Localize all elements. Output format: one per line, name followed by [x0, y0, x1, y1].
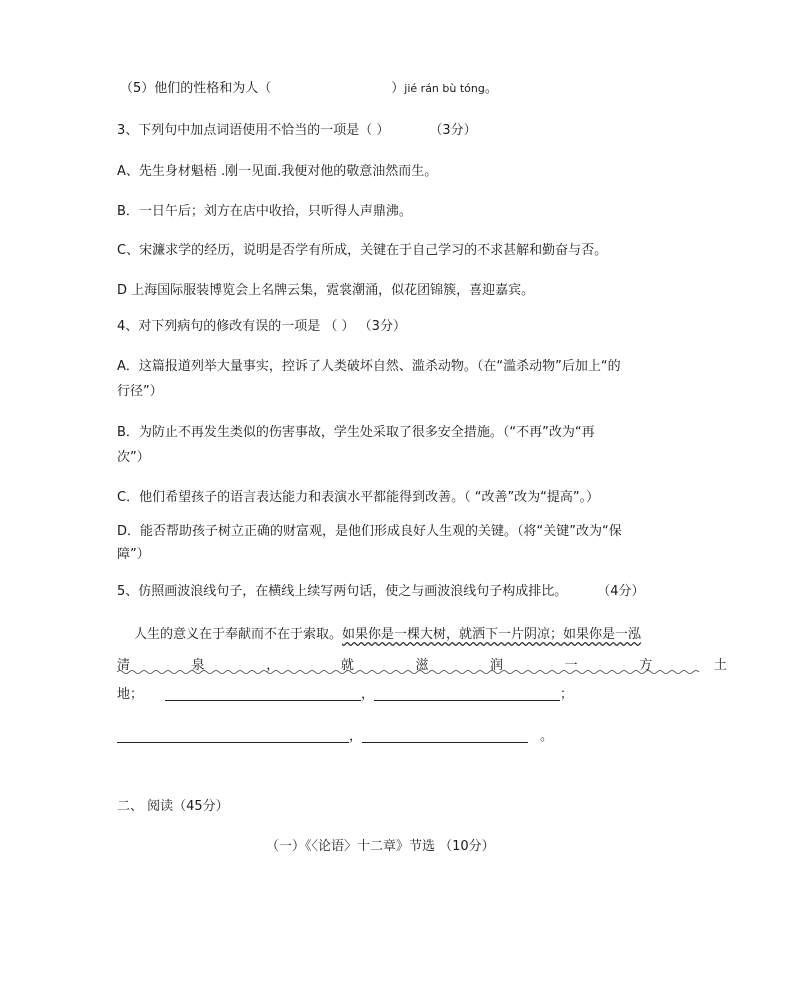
answer-blank-2[interactable] [374, 686, 560, 701]
q4-option-d-l2: 障”） [117, 547, 150, 562]
q3-option-c: C、宋濂求学的经历，说明是否学有所成，关键在于自己学习的不求甚解和勤奋与否。 [117, 243, 608, 258]
q5-score: （4分） [597, 584, 645, 599]
wavy-char: 泉 [191, 658, 205, 673]
q4-option-a-l2: 行径”） [117, 384, 163, 399]
q5-stem-text: 5、仿照画波浪线句子，在横线上续写两句话，使之与画波浪线句子构成排比。 [117, 584, 568, 599]
q2-item-5-text: （5）他们的性格和为人（ [120, 81, 272, 96]
q2-item-5 [120, 80, 498, 98]
q5-paragraph-line4 [117, 728, 553, 746]
wavy-char: 就 [340, 658, 354, 673]
q5-stem [117, 583, 645, 601]
q3-score: （3分） [429, 123, 477, 138]
q5-semicolon: ； [560, 687, 574, 702]
wavy-char: 土 [713, 658, 727, 673]
answer-blank-3[interactable] [117, 728, 349, 743]
q5-paragraph-line1 [134, 626, 641, 644]
q2-item-5-end: 。 [484, 81, 498, 96]
pinyin-hint: jié rán bù tóng [404, 82, 485, 95]
q4-stem: 4、对下列病句的修改有误的一项是 （ ） （3分） [117, 319, 406, 334]
q5-para-start: 人生的意义在于奉献而不在于索取。 [134, 627, 343, 642]
q4-option-d-l1: D．能否帮助孩子树立正确的财富观，是他们形成良好人生观的关键。（将“关键”改为“保 [117, 524, 622, 539]
q5-line3-start: 地； [117, 687, 144, 702]
q4-option-b-l1: B．为防止不再发生类似的伤害事故，学生处采取了很多安全措施。（“不再”改为“再 [117, 425, 595, 440]
answer-blank-1[interactable] [165, 686, 361, 701]
q4-option-a-l1: A．这篇报道列举大量事实，控诉了人类破坏自然、滥杀动物。（在“滥杀动物”后加上“的 [117, 359, 621, 374]
q3-stem-text: 3、下列句中加点词语使用不恰当的一项是（ ） [117, 123, 390, 138]
wavy-char: 方 [639, 658, 653, 673]
q4-option-c: C．他们希望孩子的语言表达能力和表演水平都能得到改善。（ “改善”改为“提高”。） [117, 490, 600, 505]
q5-paragraph-line3 [117, 686, 573, 704]
wavy-char: ， [266, 658, 280, 673]
answer-blank-4[interactable] [362, 728, 528, 743]
q5-comma-2: ， [349, 729, 363, 744]
q3-stem [117, 122, 477, 140]
q2-item-5-close: ） [391, 81, 405, 96]
q4-option-b-l2: 次”） [117, 450, 150, 465]
wavy-char: 滋 [415, 658, 429, 673]
q5-wavy-sentence: 如果你是一棵大树，就洒下一片阴凉；如果你是一泓 [342, 627, 642, 642]
section-2-title: 二、 阅读（45分） [117, 799, 229, 814]
q3-option-a: A、先生身材魁梧 .刚一见面.我便对他的敬意油然而生。 [117, 164, 438, 179]
q3-option-d: D 上海国际服装博览会上名牌云集，霓裳潮涌，似花团锦簇，喜迎嘉宾。 [117, 283, 535, 298]
wavy-char: 润 [490, 658, 504, 673]
wavy-char: 清 [117, 658, 131, 673]
wavy-char: 一 [564, 658, 578, 673]
section-2-subtitle: （一）《〈论语〉十二章》节选 （10分） [266, 839, 495, 854]
q5-period: 。 [540, 729, 554, 744]
q5-comma: ， [361, 687, 375, 702]
wavy-underline [117, 669, 729, 675]
answer-blank[interactable] [271, 81, 391, 95]
q3-option-b: B．一日午后；刘方在店中收拾，只听得人声鼎沸。 [117, 204, 412, 219]
